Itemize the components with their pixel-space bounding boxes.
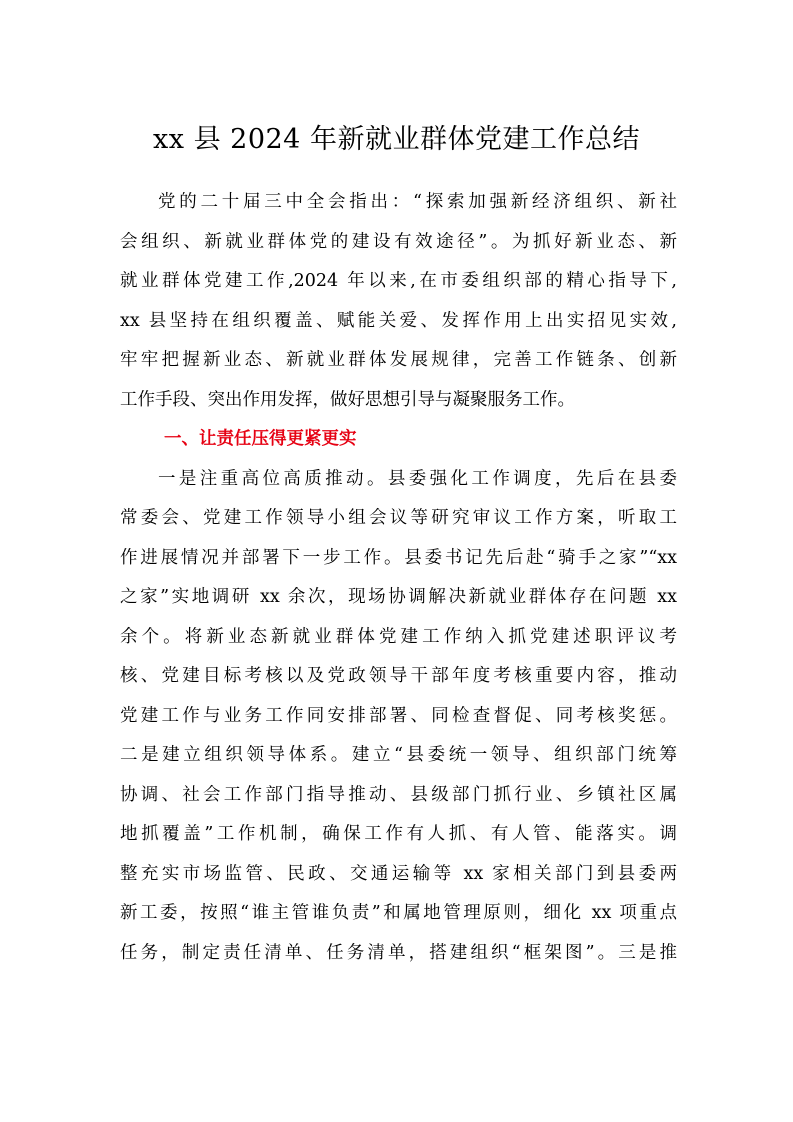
paragraph-line: 常委会、党建工作领导小组会议等研究审议工作方案，听取工 xyxy=(120,508,677,528)
intro-paragraph xyxy=(120,183,677,420)
document-title: xx 县 2024 年新就业群体党建工作总结 xyxy=(153,124,640,155)
paragraph-line: 二是建立组织领导体系。建立“县委统一领导、组织部门统筹 xyxy=(120,745,677,765)
paragraph-line: 协调、社会工作部门指导推动、县级部门抓行业、乡镇社区属 xyxy=(120,784,677,805)
document-body xyxy=(120,183,677,973)
paragraph-line: 工作手段、突出作用发挥，做好思想引导与凝聚服务工作。 xyxy=(120,389,575,410)
paragraph-line: 余个。将新业态新就业群体党建工作纳入抓党建述职评议考 xyxy=(120,626,677,647)
section-heading: 一、让责任压得更紧更实 xyxy=(164,429,357,449)
paragraph-line: 之家”实地调研 xx 余次，现场协调解决新就业群体存在问题 xx xyxy=(120,587,677,607)
paragraph-line: 一是注重高位高质推动。县委强化工作调度，先后在县委 xyxy=(158,468,677,489)
paragraph-line: xx 县坚持在组织覆盖、赋能关爱、发挥作用上出实招见实效, xyxy=(120,310,677,331)
paragraph-line: 任务，制定责任清单、任务清单，搭建组织“框架图”。三是推 xyxy=(120,942,677,963)
paragraph-line: 新工委，按照“谁主管谁负责”和属地管理原则，细化 xx 项重点 xyxy=(120,903,677,923)
paragraph-line: 会组织、新就业群体党的建设有效途径”。为抓好新业态、新 xyxy=(120,231,677,252)
paragraph-line: 核、党建目标考核以及党政领导干部年度考核重要内容，推动 xyxy=(120,666,677,686)
paragraph-line: 地抓覆盖”工作机制，确保工作有人抓、有人管、能落实。调 xyxy=(120,824,677,844)
paragraph-line: 作进展情况并部署下一步工作。县委书记先后赴“骑手之家”“xx xyxy=(120,547,677,568)
paragraph-line: 党的二十届三中全会指出：“探索加强新经济组织、新社 xyxy=(158,192,677,212)
paragraph-line: 党建工作与业务工作同安排部署、同检查督促、同考核奖惩。 xyxy=(120,705,677,726)
section-paragraph xyxy=(120,460,677,974)
paragraph-line: 牢牢把握新业态、新就业群体发展规律，完善工作链条、创新 xyxy=(120,350,677,370)
paragraph-line: 整充实市场监管、民政、交通运输等 xx 家相关部门到县委两 xyxy=(120,863,677,884)
paragraph-line: 就业群体党建工作,2024 年以来,在市委组织部的精心指导下, xyxy=(120,271,677,291)
